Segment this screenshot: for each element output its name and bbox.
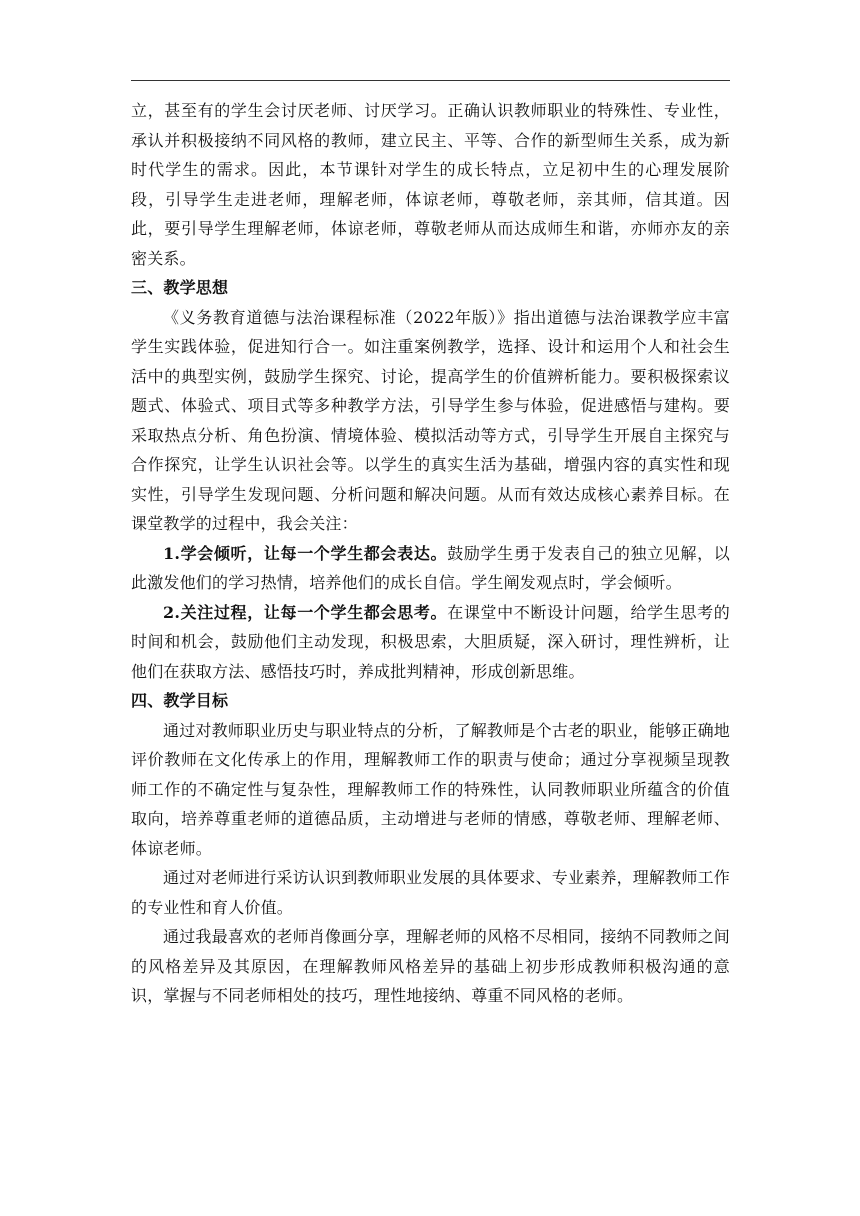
section-heading-teaching-thought: 三、教学思想 — [131, 278, 229, 297]
teaching-goals-paragraph-2: 通过对老师进行采访认识到教师职业发展的具体要求、专业素养，理解教师工作的专业性和育人价值。 — [131, 868, 731, 917]
document-body — [131, 96, 730, 1011]
continuation-paragraph: 立，甚至有的学生会讨厌老师、讨厌学习。正确认识教师职业的特殊性、专业性，承认并积极接纳不同风格的教师，建立民主、平等、合作的新型师生关系，成为新时代学生的需求。因此，本节课针对学生的成长特点，立足初中生的心理发展阶段，引导学生走进老师，理解老师，体谅老师，尊敬老师，亲其师，信其道。因此，要引导学生理解老师，体谅老师，尊敬老师从而达成师生和谐，亦师亦友的亲密关系。 — [131, 101, 730, 268]
teaching-goals-paragraph-3: 通过我最喜欢的老师肖像画分享，理解老师的风格不尽相同，接纳不同教师之间的风格差异及其原因，在理解教师风格差异的基础上初步形成教师积极沟通的意识，掌握与不同老师相处的技巧，理性地接纳、尊重不同风格的老师。 — [131, 927, 731, 1005]
teaching-goals-paragraph-1: 通过对教师职业历史与职业特点的分析，了解教师是个古老的职业，能够正确地评价教师在文化传承上的作用，理解教师工作的职责与使命；通过分享视频呈现教师工作的不确定性与复杂性，理解教师工作的特殊性，认同教师职业所蕴含的价值取向，培养尊重老师的道德品质，主动增进与老师的情感，尊敬老师、理解老师、体谅老师。 — [131, 720, 731, 858]
focus-item-1 — [131, 539, 730, 598]
focus-item-2 — [131, 598, 730, 687]
focus-item-1-title: 1.学会倾听，让每一个学生都会表达。 — [163, 543, 448, 563]
focus-item-2-text: 在课堂中不断设计问题，给学生思考的时间和机会，鼓励他们主动发现，积极思索，大胆质疑，深入研讨，理性辨析，让他们在获取方法、感悟技巧时，养成批判精神，形成创新思维。 — [131, 602, 730, 681]
focus-item-1-text: 鼓励学生勇于发表自己的独立见解，以此激发他们的学习热情，培养他们的成长自信。学生阐发观点时，学会倾听。 — [131, 543, 730, 592]
header-rule — [131, 80, 730, 81]
focus-item-2-title: 2.关注过程，让每一个学生都会思考。 — [163, 602, 448, 622]
teaching-thought-paragraph: 《义务教育道德与法治课程标准（2022年版）》指出道德与法治课教学应丰富学生实践体验，促进知行合一。如注重案例教学，选择、设计和运用个人和社会生活中的典型实例，鼓励学生探究、讨论，提高学生的价值辨析能力。要积极探索议题式、体验式、项目式等多种教学方法，引导学生参与体验，促进感悟与建构。要采取热点分析、角色扮演、情境体验、模拟活动等方式，引导学生开展自主探究与合作探究，让学生认识社会等。以学生的真实生活为基础，增强内容的真实性和现实性，引导学生发现问题、分析问题和解决问题。从而有效达成核心素养目标。在课堂教学的过程中，我会关注： — [131, 307, 730, 533]
section-heading-teaching-goals: 四、教学目标 — [131, 691, 229, 710]
